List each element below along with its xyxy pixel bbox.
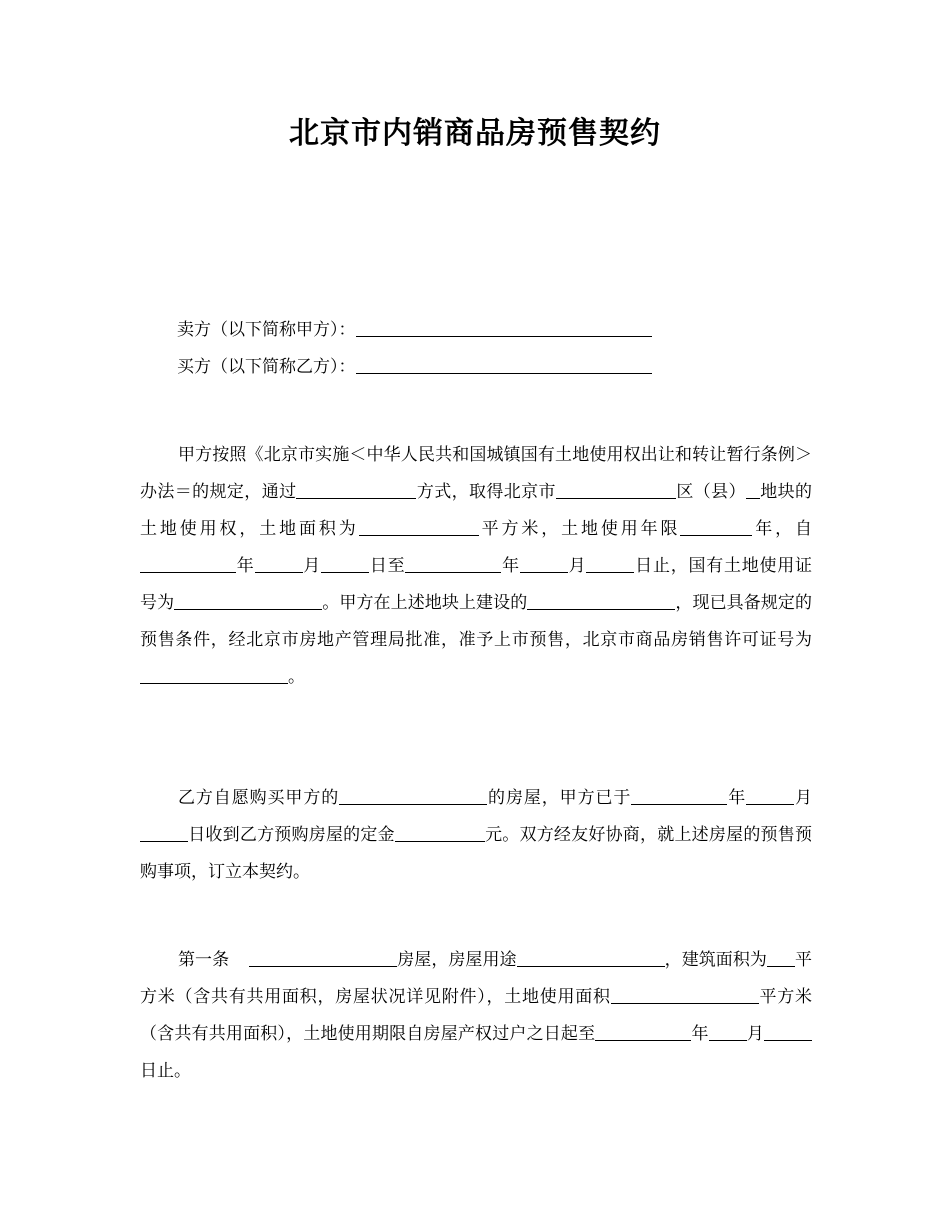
text-segment: 年	[727, 788, 747, 808]
party-section	[140, 312, 812, 386]
text-segment: ，建筑面积为	[664, 950, 767, 970]
land-area-blank[interactable]	[359, 518, 479, 536]
deposit-year-blank[interactable]	[631, 787, 727, 805]
text-segment: 日止，国有土地使用证号为	[140, 556, 813, 613]
term-end-day-blank[interactable]	[764, 1023, 812, 1041]
land-term-blank[interactable]	[680, 518, 752, 536]
start-year-blank[interactable]	[140, 555, 236, 573]
deposit-month-blank[interactable]	[746, 787, 794, 805]
text-segment: 年	[236, 556, 255, 576]
text-segment: ，现已具备规定的预售条件，经北京市房地产管理局批准，准予上市预售，北京市商品房销售许可证号为	[140, 593, 813, 650]
acquisition-method-blank[interactable]	[296, 481, 416, 499]
project-name-blank[interactable]	[527, 592, 675, 610]
seller-label: 卖方（以下简称甲方）：	[177, 320, 356, 340]
text-segment: 。	[288, 667, 305, 687]
text-segment: 房屋，房屋用途	[397, 950, 517, 970]
text-segment: 日收到乙方预购房屋的定金	[188, 825, 395, 845]
end-year-blank[interactable]	[405, 555, 501, 573]
buyer-label: 买方（以下简称乙方）：	[177, 357, 356, 377]
text-segment: 乙方自愿购买甲方的	[178, 788, 340, 808]
sales-license-blank[interactable]	[140, 666, 288, 684]
building-area-blank[interactable]	[767, 949, 795, 967]
text-segment: 年，自	[752, 519, 813, 539]
text-segment: 月	[567, 556, 587, 576]
text-segment: 的房屋，甲方已于	[487, 788, 632, 808]
term-end-year-blank[interactable]	[595, 1023, 691, 1041]
text-segment: 甲方按照《北京市实施＜中华人民共和国城镇国有土地使用权出让和转让暂行条例＞办法＝的规定，通过	[140, 445, 812, 502]
end-day-blank[interactable]	[586, 555, 634, 573]
text-segment: 日至	[369, 556, 406, 576]
house-location-blank[interactable]	[249, 949, 397, 967]
land-use-area-blank[interactable]	[611, 986, 759, 1004]
start-month-blank[interactable]	[255, 555, 303, 573]
text-segment: 方式，取得北京市	[416, 482, 556, 502]
document-title: 北京市内销商品房预售契约	[289, 116, 661, 151]
text-segment: 年	[691, 1024, 709, 1044]
property-blank[interactable]	[339, 787, 487, 805]
deposit-day-blank[interactable]	[140, 824, 188, 842]
district-blank[interactable]	[556, 481, 676, 499]
seller-name-blank[interactable]	[356, 319, 652, 337]
paragraph-land-use	[140, 437, 812, 696]
text-segment: 元。双方经友好协商，就上述房屋的预售预购事项，订立本契约。	[140, 825, 812, 882]
text-segment: 地块的土地使用权，土地面积为	[140, 482, 813, 539]
seller-line	[140, 312, 812, 349]
buyer-name-blank[interactable]	[356, 356, 652, 374]
house-usage-blank[interactable]	[517, 949, 665, 967]
article-one	[140, 942, 812, 1090]
text-segment: 月	[302, 556, 322, 576]
text-segment: 平方米，土地使用年限	[478, 519, 681, 539]
term-end-month-blank[interactable]	[709, 1023, 747, 1041]
text-segment: 月	[746, 1024, 765, 1044]
text-segment: 平方米（含共有共用面积，房屋状况详见附件），土地使用面积	[140, 950, 813, 1007]
deposit-amount-blank[interactable]	[395, 824, 485, 842]
text-segment: 。甲方在上述地块上建设的	[322, 593, 528, 613]
text-segment: 日止。	[140, 1061, 191, 1081]
text-segment: 区（县）	[675, 482, 746, 502]
text-segment: 年	[501, 556, 520, 576]
start-day-blank[interactable]	[321, 555, 369, 573]
end-month-blank[interactable]	[520, 555, 568, 573]
text-segment: 月	[794, 788, 813, 808]
paragraph-deposit	[140, 780, 812, 891]
article-number: 第一条	[178, 950, 230, 970]
text-segment: 平方米（含共有共用面积），土地使用期限自房屋产权过户之日起至	[140, 987, 812, 1044]
plot-blank[interactable]	[746, 481, 760, 499]
buyer-line	[140, 349, 812, 386]
land-certificate-blank[interactable]	[174, 592, 322, 610]
